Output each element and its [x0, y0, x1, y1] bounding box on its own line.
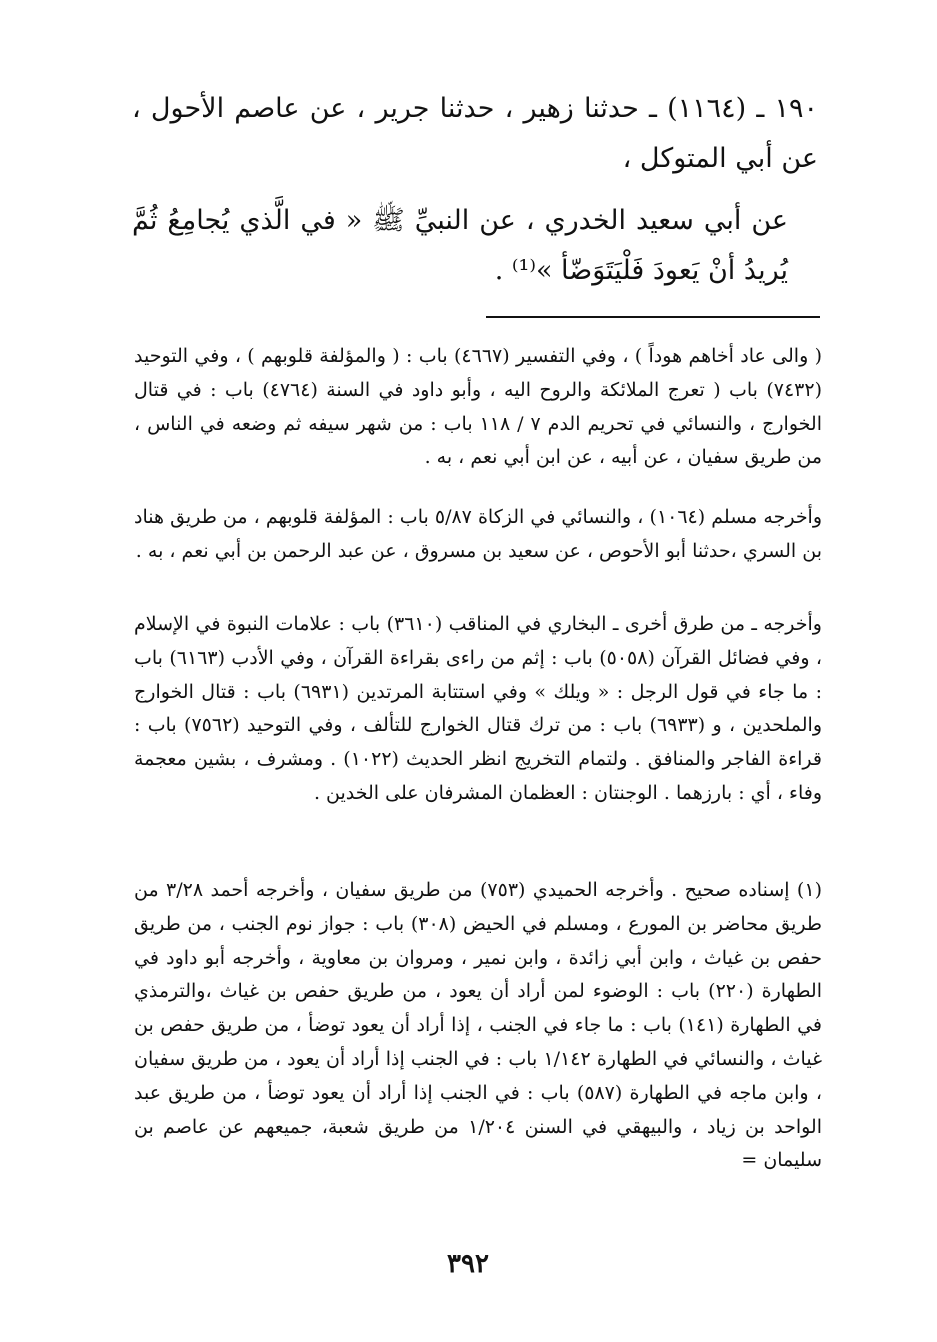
footnote-separator — [486, 316, 820, 318]
footnote-1: (١) إسناده صحيح . وأخرجه الحميدي (٧٥٣) من طريق سفيان ، وأخرجه أحمد ٣/٢٨ من طريق محاضر بن المورع ، ومسلم في الحيض (٣٠٨) باب : جواز نوم الجنب ، من طريق حفص بن غياث ، وابن أبي زائدة ، وابن نمير ، ومروان بن معاوية ، وأخرجه أبو داود في الطهارة (٢٢٠) باب : الوضوء لمن أراد أن يعود ، من طريق حفص بن غياث ،والترمذي في الطهارة (١٤١) باب : ما جاء في الجنب ، إذا أراد أن يعود توضأ ، من طريق حفص بن غياث ، والنسائي في الطهارة ١/١٤٢ باب : في الجنب إذا أراد أن يعود ، من طريق سفيان ، وابن ماجه في الطهارة (٥٨٧) باب : في الجنب إذا أراد أن يعود توضأ ، من طريق عبد الواحد بن زياد ، والبيهقي في السنن ١/٢٠٤ من طريق شعبة، جميعهم عن عاصم بن سليمان = — [134, 879, 823, 1172]
hadith-matn: عن أبي سعيد الخدري ، عن النبيِّ ﷺ « في الَّذي يُجامِعُ ثُمَّ يُريدُ أنْ يَعودَ فَلْيَتَوَضّأ »⁽¹⁾ . — [132, 205, 788, 286]
footnote-continuation-2: وأخرجه مسلم (١٠٦٤) ، والنسائي في الزكاة ٥/٨٧ باب : المؤلفة قلوبهم ، من طريق هناد بن السري ،حدثنا أبو الأحوص ، عن سعيد بن مسروق ، عن عبد الرحمن بن أبي نعم ، به . — [134, 506, 823, 562]
footnote-continuation-3: وأخرجه ـ من طرق أخرى ـ البخاري في المناقب (٣٦١٠) باب : علامات النبوة في الإسلام ، وفي فضائل القرآن (٥٠٥٨) باب : إثم من راءى بقراءة القرآن ، وفي الأدب (٦١٦٣) باب : ما جاء في قول الرجل : « ويلك » وفي استتابة المرتدين (٦٩٣١) باب : قتال الخوارج والملحدين ، و (٦٩٣٣) باب : من ترك قتال الخوارج للتألف ، وفي التوحيد (٧٥٦٢) باب : قراءة الفاجر والمنافق . ولتمام التخريج انظر الحديث (١٠٢٢) . ومشرف ، بشين معجمة وفاء ، أي : بارزهما . الوجنتان : العظمان المشرفان على الخدين . — [134, 613, 823, 804]
footnote-continuation-1: ( والى عاد أخاهم هوداً ) ، وفي التفسير (٤٦٦٧) باب : ( والمؤلفة قلوبهم ) ، وفي التوحيد (٧٤٣٢) باب ( تعرج الملائكة والروح اليه ، وأبو داود في السنة (٤٧٦٤) باب : في قتال الخوارج ، والنسائي في تحريم الدم ٧ / ١١٨ باب : من شهر سيفه ثم وضعه في الناس ، من طريق سفيان ، عن أبيه ، عن ابن أبي نعم ، به . — [134, 345, 823, 469]
hadith-isnad: ١٩٠ ـ (١١٦٤) ـ حدثنا زهير ، حدثنا جرير ، عن عاصم الأحول ، عن أبي المتوكل ، — [132, 93, 819, 174]
page-number: ٣٩٢ — [447, 1249, 489, 1279]
